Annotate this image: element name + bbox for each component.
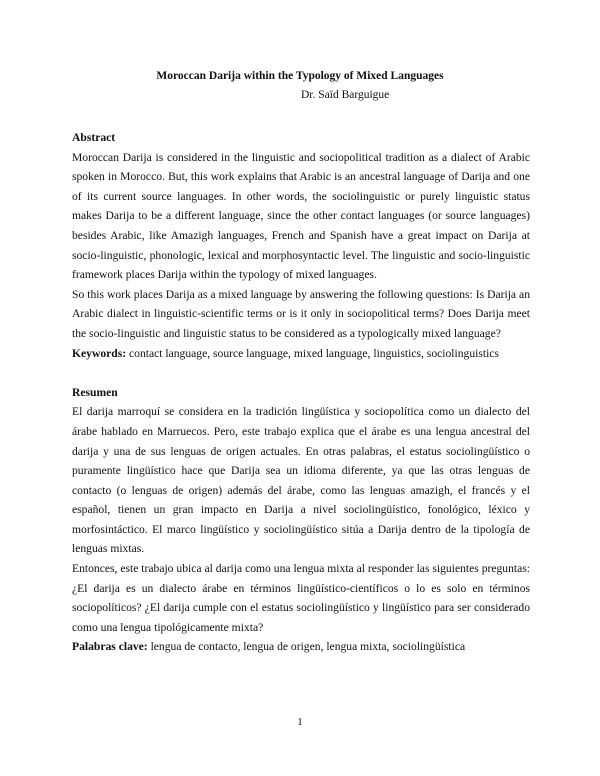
page-number: 1 xyxy=(297,716,303,728)
resumen-heading: Resumen xyxy=(72,385,118,399)
abstract-keywords xyxy=(72,344,530,364)
section-spacer xyxy=(72,363,530,383)
abstract-paragraph-2: So this work places Darija as a mixed language by answering the following questions: Is Darija an Arabic dialect in linguistic-scientific terms or is it only in sociopolitical terms? Does Darija meet the socio-linguistic and linguistic status to be considered as a typologically mixed language? xyxy=(72,287,530,340)
keywords-list: contact language, source language, mixed language, linguistics, sociolinguistics xyxy=(126,346,499,360)
abstract-heading: Abstract xyxy=(72,131,116,144)
resumen-paragraph-2: Entonces, este trabajo ubica al darija como una lengua mixta al responder las siguientes preguntas: ¿El darija es un dialecto árabe en términos lingüístico-científicos o lo es solo en términos sociopolíticos? ¿El darija cumple con el estatus sociolingüístico y lingüístico para ser considerado como una lengua tipológicamente mixta? xyxy=(72,562,530,634)
keywords-label: Keywords: xyxy=(72,346,127,360)
abstract-paragraph-1: Moroccan Darija is considered in the linguistic and sociopolitical tradition as a dialect of Arabic spoken in Morocco. But, this work explains that Arabic is an ancestral language of Darija and one of its current source languages. In other words, the sociolinguistic or purely linguistic status makes Darija to be a different language, since the other contact languages (or source languages) besides Arabic, like Amazigh languages, French and Spanish have a great impact on Darija at socio-linguistic, phonologic, lexical and morphosyntactic level. The linguistic and socio-linguistic framework places Darija within the typology of mixed languages. xyxy=(72,150,530,282)
palabras-clave-label: Palabras clave: xyxy=(72,640,148,654)
paper-author: Dr. Saïd Barguigue xyxy=(301,89,390,101)
paper-title: Moroccan Darija within the Typology of Mixed Languages xyxy=(156,70,444,82)
resumen-keywords xyxy=(72,637,530,657)
resumen-paragraph-1: El darija marroquí se considera en la tradición lingüística y sociopolítica como un dialecto del árabe hablado en Marruecos. Pero, este trabajo explica que el árabe es una lengua ancestral del darija y una de sus lenguas de origen actuales. En otras palabras, el estatus sociolingüístico o puramente lingüístico hace que Darija sea un idioma diferente, ya que las otras lenguas de contacto (o lenguas de origen) además del árabe, como las lenguas amazigh, el francés y el español, tienen un gran impacto en Darija a nivel sociolingüístico, fonológico, léxico y morfosintáctico. El marco lingüístico y sociolingüístico sitúa a Darija dentro de la tipología de lenguas mixtas. xyxy=(72,405,530,556)
palabras-clave-list: lengua de contacto, lengua de origen, lengua mixta, sociolingüística xyxy=(147,640,466,654)
paper-body xyxy=(72,128,530,657)
